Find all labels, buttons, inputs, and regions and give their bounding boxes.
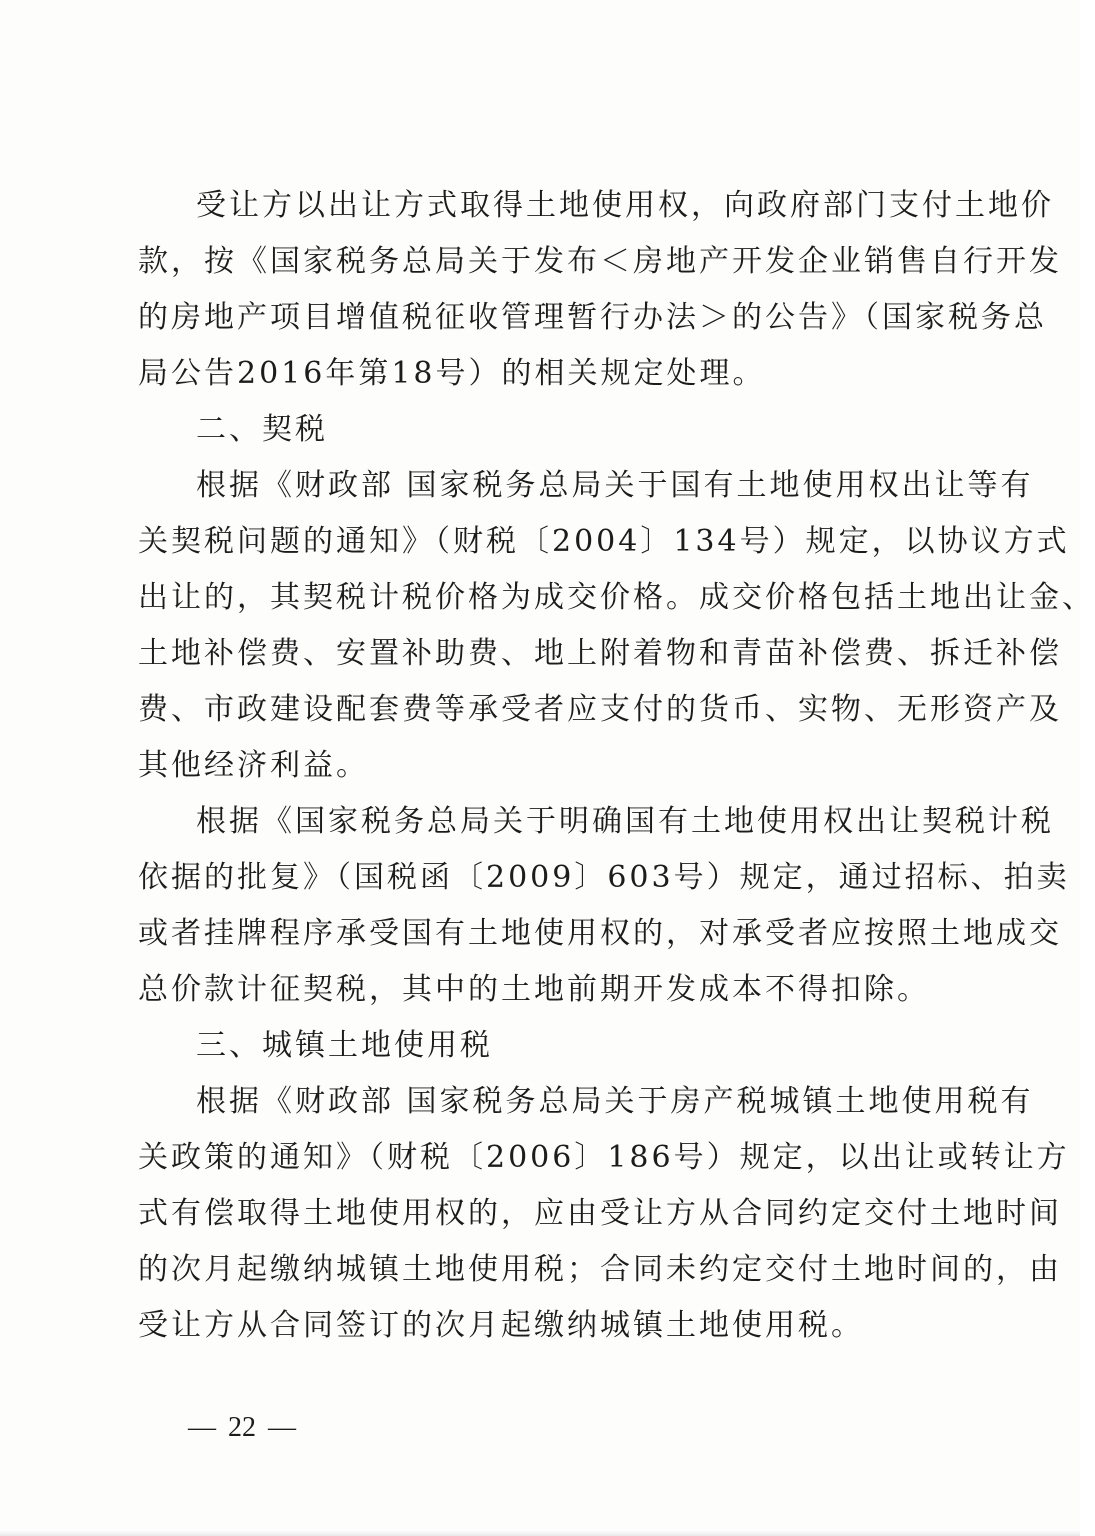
- text-line: 依据的批复》（国税函〔2009〕603号）规定，通过招标、拍卖: [138, 860, 1070, 895]
- text-line: 根据《财政部 国家税务总局关于国有土地使用权出让等有: [196, 468, 1034, 503]
- text-line: 的房地产项目增值税征收管理暂行办法＞的公告》（国家税务总: [138, 300, 1047, 335]
- page-number-dash-left: —: [188, 1412, 216, 1443]
- text-line: 的次月起缴纳城镇土地使用税；合同未约定交付土地时间的，由: [138, 1252, 1062, 1287]
- text-line: 总价款计征契税，其中的土地前期开发成本不得扣除。: [138, 972, 930, 1007]
- document-body: [138, 178, 1095, 1354]
- text-line: 土地补偿费、安置补助费、地上附着物和青苗补偿费、拆迁补偿: [138, 636, 1062, 671]
- text-line: 根据《国家税务总局关于明确国有土地使用权出让契税计税: [196, 804, 1054, 839]
- page-number-value: 22: [228, 1412, 256, 1443]
- text-line: 根据《财政部 国家税务总局关于房产税城镇土地使用税有: [196, 1084, 1034, 1119]
- section-heading-land-use-tax: 三、城镇土地使用税: [196, 1028, 493, 1063]
- page-number-dash-right: —: [268, 1412, 296, 1443]
- text-line: 关契税问题的通知》（财税〔2004〕134号）规定，以协议方式: [138, 524, 1070, 559]
- page-number: [176, 1410, 308, 1446]
- text-line: 或者挂牌程序承受国有土地使用权的，对承受者应按照土地成交: [138, 916, 1062, 951]
- text-line: 局公告2016年第18号）的相关规定处理。: [138, 356, 766, 391]
- text-line: 款，按《国家税务总局关于发布＜房地产开发企业销售自行开发: [138, 244, 1062, 279]
- text-line: 关政策的通知》（财税〔2006〕186号）规定，以出让或转让方: [138, 1140, 1070, 1175]
- text-line: 式有偿取得土地使用权的，应由受让方从合同约定交付土地时间: [138, 1196, 1062, 1231]
- text-line: 受让方从合同签订的次月起缴纳城镇土地使用税。: [138, 1308, 864, 1343]
- text-line: 出让的，其契税计税价格为成交价格。成交价格包括土地出让金、: [138, 580, 1095, 615]
- scan-bottom-edge: [0, 1530, 1080, 1536]
- text-line: 受让方以出让方式取得土地使用权，向政府部门支付土地价: [196, 188, 1054, 223]
- text-line: 费、市政建设配套费等承受者应支付的货币、实物、无形资产及: [138, 692, 1062, 727]
- section-heading-deed-tax: 二、契税: [196, 412, 328, 447]
- text-line: 其他经济利益。: [138, 748, 369, 783]
